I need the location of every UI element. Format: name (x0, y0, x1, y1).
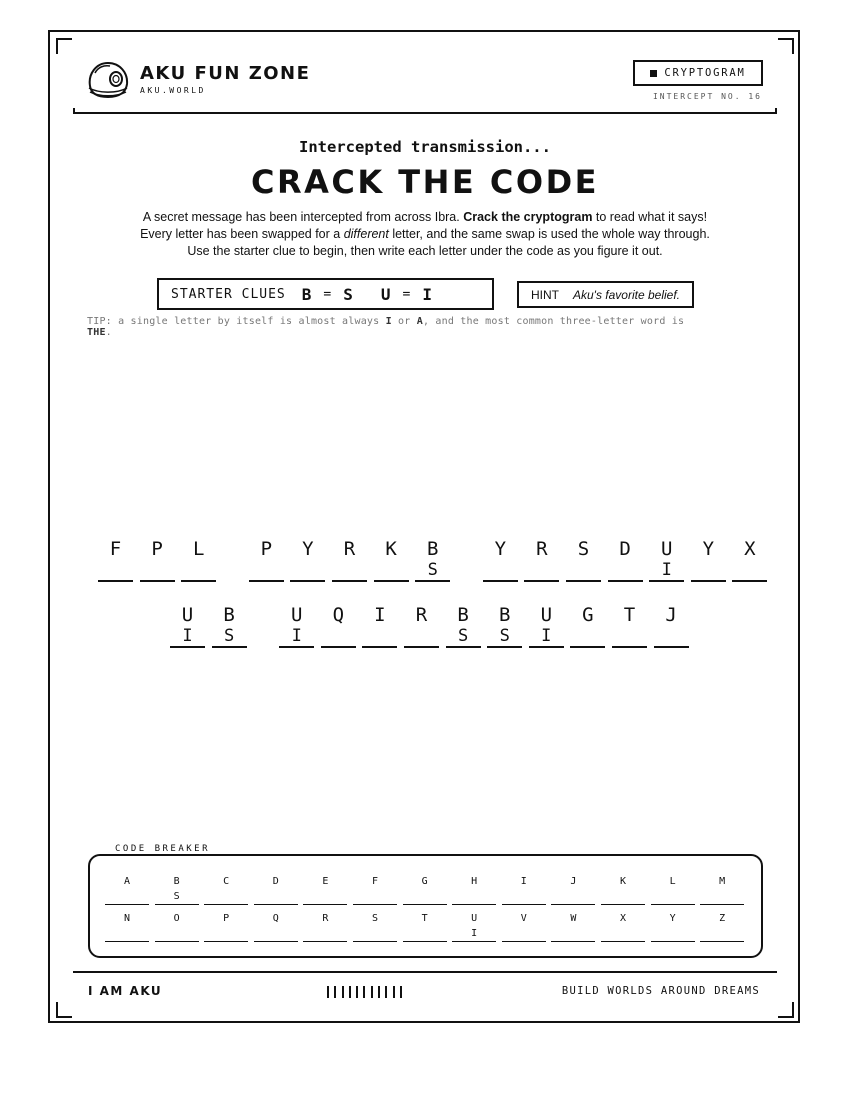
instructions-line (100, 209, 750, 226)
text: TIP: a single letter by itself is almost always (87, 316, 386, 327)
cipher-letter: G (582, 604, 594, 626)
cipher-cell[interactable] (170, 604, 205, 648)
cipher-letter: R (343, 538, 356, 560)
answer-blank[interactable] (524, 560, 559, 582)
cipher-letter: B (457, 604, 469, 626)
cipher-letter: R (536, 538, 548, 560)
clue-plain: S (343, 284, 353, 304)
code-breaker-cell[interactable] (254, 874, 298, 905)
cipher-cell[interactable] (608, 538, 643, 582)
code-breaker-cell[interactable] (254, 911, 298, 942)
cipher-letter: U (290, 604, 303, 626)
cipher-letter: I (374, 604, 386, 626)
cipher-letter: U (660, 538, 673, 560)
cipher-cell[interactable] (249, 538, 284, 582)
key-answer[interactable] (204, 890, 248, 905)
answer-blank[interactable]: I (529, 626, 564, 648)
code-breaker-cell[interactable] (700, 911, 744, 942)
cipher-letter: Q (332, 604, 345, 626)
answer-blank[interactable]: S (446, 626, 481, 648)
clue-pair (302, 285, 353, 304)
footer-motto: BUILD WORLDS AROUND DREAMS (561, 985, 760, 997)
key-answer[interactable] (700, 927, 744, 942)
answer-blank[interactable]: I (649, 560, 684, 582)
tip-text (87, 316, 767, 338)
code-breaker-cell[interactable] (452, 911, 496, 942)
cipher-letter: L (192, 538, 205, 560)
answer-blank[interactable] (140, 560, 175, 582)
answer-blank[interactable] (608, 560, 643, 582)
cipher-cell[interactable] (446, 604, 481, 648)
key-answer[interactable] (502, 927, 546, 942)
cipher-letter: K (385, 538, 397, 560)
cipher-letter: R (415, 604, 428, 626)
cipher-cell[interactable] (524, 538, 559, 582)
answer-blank[interactable] (362, 626, 397, 648)
text: to read what it says! (592, 210, 708, 224)
brand-site: AKU.WORLD (140, 86, 206, 95)
equals-sign: = (323, 286, 332, 302)
key-letter: D (272, 876, 279, 887)
key-answer[interactable] (551, 927, 595, 942)
page-title: CRACK THE CODE (250, 163, 600, 201)
key-answer[interactable] (105, 927, 149, 942)
barcode-icon (327, 986, 402, 998)
key-letter: M (719, 876, 726, 887)
intercept-number: INTERCEPT NO. 16 (652, 92, 762, 101)
key-answer[interactable] (105, 890, 149, 905)
cipher-cell[interactable] (321, 604, 356, 648)
key-letter: Q (272, 913, 279, 924)
cipher-cell[interactable] (566, 538, 601, 582)
cipher-cell[interactable] (290, 538, 325, 582)
code-breaker-cell[interactable] (155, 874, 199, 905)
clue-pair (381, 285, 432, 304)
cipher-letter: B (426, 538, 439, 560)
key-letter: P (223, 913, 230, 924)
brand-name: AKU FUN ZONE (140, 63, 311, 84)
key-letter: C (223, 876, 230, 887)
key-letter: J (570, 876, 577, 887)
corner-mark (56, 1002, 72, 1018)
key-letter: O (173, 913, 180, 924)
answer-blank[interactable] (249, 560, 284, 582)
key-letter: W (570, 913, 577, 924)
cipher-cell[interactable] (98, 538, 133, 582)
answer-blank[interactable] (181, 560, 216, 582)
cipher-letter: U (181, 604, 194, 626)
hint-box (517, 281, 694, 308)
answer-blank[interactable] (98, 560, 133, 582)
badge-label: CRYPTOGRAM (664, 67, 746, 79)
cipher-cell[interactable] (212, 604, 247, 648)
key-letter: A (123, 876, 131, 887)
starter-clues-label: STARTER CLUES (171, 286, 286, 302)
answer-blank[interactable]: I (170, 626, 205, 648)
key-answer[interactable]: S (155, 890, 199, 905)
code-breaker-cell[interactable] (155, 911, 199, 942)
text-bold: THE (87, 327, 106, 338)
key-letter: Z (719, 913, 726, 924)
key-letter: K (619, 876, 627, 887)
answer-blank[interactable] (321, 626, 356, 648)
text-bold: I (385, 316, 392, 327)
code-breaker-cell[interactable] (651, 911, 695, 942)
clue-cipher: U (380, 284, 391, 304)
key-answer[interactable] (502, 890, 546, 905)
cipher-letter: Y (494, 538, 507, 560)
answer-blank[interactable]: S (415, 560, 450, 582)
text: , and the most common three-letter word is (422, 316, 685, 327)
key-answer[interactable] (303, 890, 347, 905)
header-divider (73, 108, 777, 114)
key-answer[interactable] (403, 890, 447, 905)
key-answer[interactable] (601, 927, 645, 942)
key-letter: U (471, 913, 478, 924)
key-letter: F (371, 876, 379, 887)
cipher-letter: B (223, 604, 235, 626)
key-answer[interactable] (204, 927, 248, 942)
code-breaker-cell[interactable] (204, 874, 248, 905)
answer-blank[interactable] (374, 560, 409, 582)
key-answer[interactable] (452, 890, 496, 905)
corner-mark (778, 38, 794, 54)
key-answer[interactable] (254, 927, 298, 942)
cipher-letter: P (260, 538, 273, 560)
cipher-cell[interactable] (654, 604, 689, 648)
text-italic: different (343, 227, 389, 241)
answer-blank[interactable] (691, 560, 726, 582)
footer-tagline: I AM AKU (88, 984, 163, 998)
cipher-cell[interactable] (529, 604, 564, 648)
code-breaker-cell[interactable] (502, 874, 546, 905)
cipher-cell[interactable] (140, 538, 175, 582)
key-answer[interactable] (403, 927, 447, 942)
key-answer[interactable] (551, 890, 595, 905)
category-badge (633, 60, 763, 86)
code-breaker-label: CODE BREAKER (105, 844, 220, 855)
corner-mark (778, 1002, 794, 1018)
cipher-letter: F (109, 538, 122, 560)
answer-blank[interactable]: I (279, 626, 314, 648)
code-breaker-panel (88, 854, 763, 958)
hint-label: HINT (531, 287, 559, 302)
cipher-cell[interactable] (279, 604, 314, 648)
key-answer[interactable] (353, 890, 397, 905)
key-letter: S (371, 913, 379, 924)
text: A secret message has been intercepted from across Ibra. (142, 210, 464, 224)
key-answer[interactable] (155, 927, 199, 942)
clue-cipher: B (301, 284, 312, 304)
answer-blank[interactable] (732, 560, 767, 582)
key-letter: Y (669, 913, 676, 924)
cipher-cell[interactable] (649, 538, 684, 582)
cipher-cell[interactable] (612, 604, 647, 648)
text-bold: Crack the cryptogram (463, 210, 593, 224)
key-answer[interactable] (651, 927, 695, 942)
cipher-letter: S (577, 538, 590, 560)
key-letter: N (123, 913, 131, 924)
cipher-letter: B (498, 604, 511, 626)
cipher-cell[interactable] (570, 604, 605, 648)
answer-blank[interactable] (566, 560, 601, 582)
cipher-cell[interactable] (483, 538, 518, 582)
cipher-letter: U (540, 604, 553, 626)
key-letter: V (520, 913, 527, 924)
code-breaker-cell[interactable] (601, 911, 645, 942)
code-breaker-cell[interactable] (651, 874, 695, 905)
key-letter: G (421, 876, 428, 887)
key-letter: R (322, 913, 329, 924)
key-answer[interactable] (651, 890, 695, 905)
answer-blank[interactable] (612, 626, 647, 648)
code-breaker-cell[interactable] (353, 874, 397, 905)
answer-blank[interactable] (570, 626, 605, 648)
answer-blank[interactable] (290, 560, 325, 582)
answer-blank[interactable] (654, 626, 689, 648)
code-breaker-cell[interactable] (303, 874, 347, 905)
code-breaker-cell[interactable] (353, 911, 397, 942)
code-breaker-cell[interactable] (700, 874, 744, 905)
code-breaker-cell[interactable] (105, 874, 149, 905)
key-letter: X (619, 913, 627, 924)
key-letter: T (421, 913, 428, 924)
square-icon (650, 70, 657, 77)
cipher-letter: Y (702, 538, 715, 560)
answer-blank[interactable] (404, 626, 439, 648)
cipher-letter: Y (302, 538, 314, 560)
key-letter: L (669, 876, 676, 887)
cipher-letter: X (744, 538, 756, 560)
cipher-letter: P (151, 538, 163, 560)
code-breaker-cell[interactable] (204, 911, 248, 942)
cipher-letter: D (619, 538, 631, 560)
cipher-cell[interactable] (691, 538, 726, 582)
text: letter, and the same swap is used the whole way through. (388, 227, 710, 241)
text: Every letter has been swapped for a (140, 227, 344, 241)
cipher-cell[interactable] (362, 604, 397, 648)
key-letter: E (322, 876, 329, 887)
answer-blank[interactable] (483, 560, 518, 582)
key-answer[interactable] (303, 927, 347, 942)
code-breaker-cell[interactable] (452, 874, 496, 905)
answer-blank[interactable]: S (487, 626, 522, 648)
cipher-cell[interactable] (374, 538, 409, 582)
key-answer[interactable] (700, 890, 744, 905)
code-breaker-cell[interactable] (551, 911, 595, 942)
code-breaker-cell[interactable] (403, 874, 447, 905)
clue-plain: I (422, 284, 432, 304)
cipher-cell[interactable] (487, 604, 522, 648)
key-letter: H (471, 876, 478, 887)
code-breaker-cell[interactable] (551, 874, 595, 905)
hint-text: Aku's favorite belief. (573, 287, 681, 302)
footer-divider (73, 971, 777, 973)
cipher-letter: T (623, 604, 636, 626)
key-answer[interactable] (254, 890, 298, 905)
text: or (391, 316, 417, 327)
cipher-cell[interactable] (732, 538, 767, 582)
cipher-cell[interactable] (404, 604, 439, 648)
code-breaker-cell[interactable] (105, 911, 149, 942)
code-breaker-cell[interactable] (303, 911, 347, 942)
instructions-line (100, 226, 750, 243)
cipher-cell[interactable] (415, 538, 450, 582)
answer-blank[interactable] (332, 560, 367, 582)
cipher-cell[interactable] (332, 538, 367, 582)
instructions (100, 209, 750, 260)
key-answer[interactable] (601, 890, 645, 905)
answer-blank[interactable]: S (212, 626, 247, 648)
starter-clues (157, 278, 494, 310)
key-answer[interactable] (353, 927, 397, 942)
code-breaker-cell[interactable] (502, 911, 546, 942)
kicker: Intercepted transmission... (299, 138, 551, 156)
astronaut-helmet-icon (86, 60, 130, 100)
cipher-letter: J (665, 604, 677, 626)
key-answer[interactable]: I (452, 927, 496, 942)
corner-mark (56, 38, 72, 54)
code-breaker-cell[interactable] (403, 911, 447, 942)
text: . (105, 327, 112, 338)
key-letter: B (173, 876, 180, 887)
equals-sign: = (402, 286, 411, 302)
key-letter: I (520, 876, 527, 887)
instructions-line: Use the starter clue to begin, then write each letter under the code as you figure it out. (187, 244, 663, 258)
cipher-cell[interactable] (181, 538, 216, 582)
text-bold: A (416, 316, 423, 327)
code-breaker-cell[interactable] (601, 874, 645, 905)
